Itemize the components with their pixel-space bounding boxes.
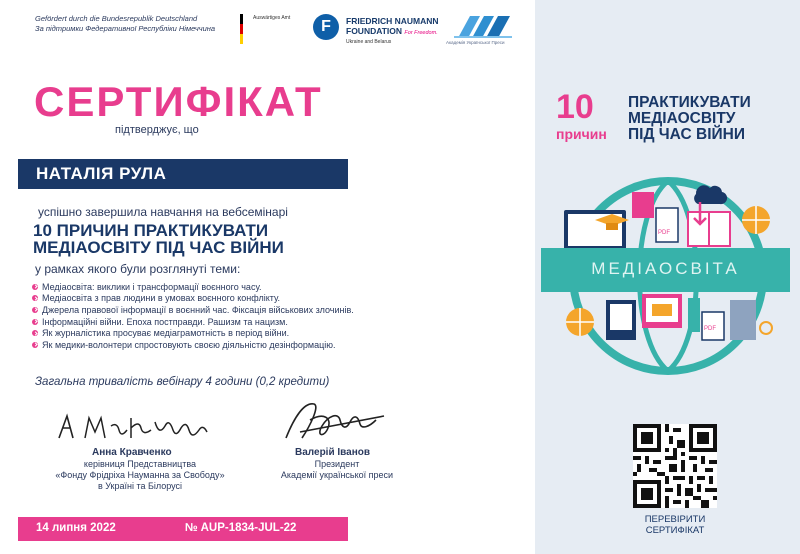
fnf-region: Ukraine and Belarus	[346, 39, 392, 45]
signatory-left-role-line1: керівниця Представництва	[83, 459, 197, 469]
topic-text: Як медики-волонтери спростовують своєю діяльністю дезінформацію.	[42, 339, 336, 350]
signatory-right-name: Валерій Іванов	[295, 447, 371, 458]
certificate-number: № AUP-1834-JUL-22	[185, 522, 297, 534]
side-title	[628, 95, 751, 143]
signature-right	[280, 398, 390, 444]
topics-intro: у рамках якого були розглянуті теми:	[35, 262, 241, 276]
topic-item	[32, 293, 354, 305]
fnf-name-line2: FOUNDATION	[346, 26, 403, 36]
signatory-left-role	[20, 459, 260, 492]
signatory-left-role-line3: в Україні та Білорусі	[97, 481, 183, 491]
webinar-title-line2: МЕДІАОСВІТУ ПІД ЧАС ВІЙНИ	[33, 238, 284, 257]
topic-text: Медіаосвіта: виклики і трансформації воєнного часу.	[42, 281, 262, 292]
signatory-left-role-line2: «Фонду Фрідріха Науманна за Свободу»	[55, 470, 225, 480]
topic-text: Інформаційні війни. Епоха постправди. Рашизм та нацизм.	[42, 316, 288, 327]
signatory-left-name: Анна Кравченко	[92, 447, 172, 458]
bullet-icon	[32, 319, 38, 325]
fnf-name-line1: FRIEDRICH NAUMANN	[346, 16, 439, 26]
side-title-line2: МЕДІАОСВІТУ	[628, 110, 736, 127]
completed-text: успішно завершила навчання на вебсемінарі	[38, 205, 288, 219]
topic-item	[32, 304, 354, 316]
qr-code[interactable]	[633, 424, 717, 508]
fnf-tagline: For Freedom.	[404, 30, 438, 36]
topic-text: Медіаосвіта з прав людини в умовах воєнного конфлікту.	[42, 293, 281, 304]
bullet-icon	[32, 295, 38, 301]
webinar-title-line1: 10 ПРИЧИН ПРАКТИКУВАТИ	[33, 221, 269, 240]
topic-item	[32, 281, 354, 293]
bullet-icon	[32, 284, 38, 290]
media-band-label: МЕДІАОСВІТА	[591, 259, 740, 278]
duration-text: Загальна тривалість вебінару 4 години (0,2 кредити)	[35, 376, 330, 388]
bullet-icon	[32, 342, 38, 348]
signature-left	[55, 412, 225, 442]
topics-list	[32, 281, 354, 351]
side-ten: 10	[556, 88, 594, 126]
side-reasons: причин	[556, 126, 607, 142]
recipient-name: НАТАЛІЯ РУЛА	[36, 164, 167, 183]
funding-line-ua: За підтримки Федеративної Республіки Німеччина	[35, 24, 216, 33]
topic-text: Як журналістика просуває медіаграмотність в період війни.	[42, 328, 290, 339]
signatory-right-role-line2: Академії української преси	[280, 470, 394, 480]
fnf-logo-icon: F	[313, 14, 339, 40]
aup-logo-icon	[452, 14, 514, 40]
topic-item	[32, 339, 354, 351]
signatory-right-role	[262, 459, 412, 481]
funding-line-de: Gefördert durch die Bundesrepublik Deutschland	[35, 14, 198, 23]
certificate-title: СЕРТИФІКАТ	[34, 78, 323, 125]
webinar-title	[33, 222, 284, 256]
svg-text:PDF: PDF	[704, 326, 716, 332]
svg-text:PDF: PDF	[658, 230, 670, 236]
issue-date: 14 липня 2022	[36, 522, 116, 534]
topic-text: Джерела правової інформації в воєнний час. Фіксація військових злочинів.	[42, 304, 354, 315]
verify-line1: ПЕРЕВІРИТИ	[644, 514, 706, 525]
aup-caption: Академія Української Преси	[446, 40, 505, 45]
bullet-icon	[32, 330, 38, 336]
verify-line2: СЕРТИФІКАТ	[645, 525, 705, 536]
fnf-name	[346, 16, 439, 38]
verify-certificate	[600, 514, 750, 536]
topic-item	[32, 316, 354, 328]
signatory-right-role-line1: Президент	[314, 459, 360, 469]
side-title-line3: ПІД ЧАС ВІЙНИ	[628, 126, 745, 143]
side-title-line1: ПРАКТИКУВАТИ	[628, 94, 751, 111]
funding-note	[35, 14, 225, 34]
bullet-icon	[32, 307, 38, 313]
auswaertiges-amt-label: Auswärtiges Amt	[253, 15, 291, 21]
topic-item	[32, 327, 354, 339]
confirms-text: підтверджує, що	[115, 124, 199, 136]
